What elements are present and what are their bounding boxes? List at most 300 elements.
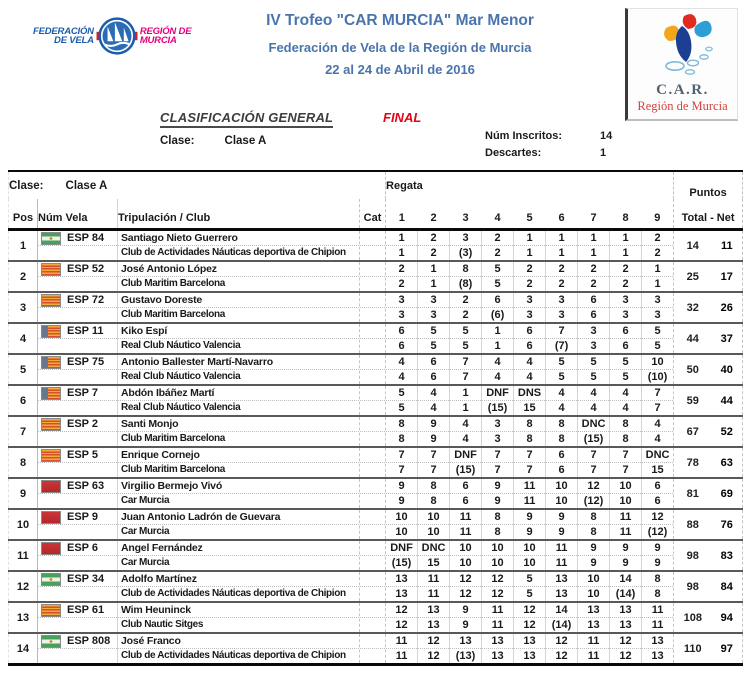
- sailing-emblem-icon: [96, 15, 138, 57]
- cat-cell: [360, 385, 386, 416]
- race-cell: 4 4: [450, 416, 482, 447]
- cat-cell: [360, 230, 386, 262]
- race-cell: 7 7: [514, 447, 546, 478]
- sail-number: ESP 34: [67, 573, 105, 585]
- sail-header: Núm Vela: [38, 199, 118, 230]
- race-cell: 2 2: [578, 261, 610, 292]
- flag-icon: [41, 232, 61, 245]
- fed-logo-line1: FEDERACIÓN: [33, 25, 94, 37]
- race-cell: 11 11: [578, 633, 610, 665]
- crew-name: Wim Heuninck: [118, 603, 359, 618]
- descartes-label: Descartes:: [485, 146, 542, 159]
- race-cell: 13 13: [418, 602, 450, 633]
- race-header: 6: [546, 199, 578, 230]
- race-cell: 12 12: [450, 571, 482, 602]
- sail-cell: [38, 478, 118, 509]
- race-cell: 10 10: [610, 478, 642, 509]
- final-status: FINAL: [383, 110, 422, 125]
- position-cell: 2: [9, 261, 38, 292]
- total-points-cell: 44: [674, 323, 712, 354]
- flag-icon: [41, 542, 61, 555]
- race-cell: 9 9: [546, 509, 578, 540]
- sail-number: ESP 7: [67, 387, 98, 399]
- crew-cell: [118, 230, 360, 262]
- position-cell: 1: [9, 230, 38, 262]
- flag-icon: [41, 325, 61, 338]
- race-cell: 7 (7): [546, 323, 578, 354]
- sail-cell: [38, 540, 118, 571]
- position-cell: 3: [9, 292, 38, 323]
- net-points-cell: 63: [712, 447, 743, 478]
- race-cell: 6 6: [514, 323, 546, 354]
- race-cell: 8 8: [386, 416, 418, 447]
- sail-cell: [38, 323, 118, 354]
- race-header: 3: [450, 199, 482, 230]
- crew-name: Abdón Ibáñez Martí: [118, 386, 359, 401]
- race-cell: 13 13: [386, 571, 418, 602]
- table-row: [9, 478, 743, 509]
- crew-cell: [118, 447, 360, 478]
- net-points-cell: 94: [712, 602, 743, 633]
- flag-icon: [41, 511, 61, 524]
- total-points-cell: 81: [674, 478, 712, 509]
- race-cell: 6 6: [610, 323, 642, 354]
- race-cell: 14 (14): [546, 602, 578, 633]
- total-points-cell: 88: [674, 509, 712, 540]
- race-cell: 12 12: [386, 602, 418, 633]
- race-cell: 11 11: [418, 571, 450, 602]
- race-cell: 2 2: [642, 230, 674, 262]
- crew-club: Club Nautic Sitges: [121, 619, 204, 630]
- regata-header: Regata: [386, 171, 674, 199]
- crew-cell: [118, 354, 360, 385]
- race-cell: 9 9: [610, 540, 642, 571]
- sail-number: ESP 75: [67, 356, 105, 368]
- race-cell: 1 1: [610, 230, 642, 262]
- race-cell: 3 (3): [450, 230, 482, 262]
- race-cell: 1 1: [514, 230, 546, 262]
- race-cell: 7 7: [450, 354, 482, 385]
- race-cell: DNC (15): [578, 416, 610, 447]
- race-cell: 2 2: [610, 261, 642, 292]
- crew-cell: [118, 509, 360, 540]
- results-table: [8, 170, 743, 666]
- total-points-cell: 59: [674, 385, 712, 416]
- flag-icon: [41, 263, 61, 276]
- position-cell: 4: [9, 323, 38, 354]
- race-cell: 8 8: [418, 478, 450, 509]
- flag-icon: [41, 635, 61, 648]
- race-cell: 3 3: [610, 292, 642, 323]
- race-cell: 8 8: [642, 571, 674, 602]
- federacion-vela-logo: [33, 15, 191, 57]
- race-header: 2: [418, 199, 450, 230]
- clase-value: Clase A: [224, 135, 267, 147]
- race-cell: 2 2: [418, 230, 450, 262]
- sail-cell: [38, 509, 118, 540]
- crew-club: Club Maritim Barcelona: [121, 433, 225, 444]
- sail-number: ESP 5: [67, 449, 98, 461]
- sail-cell: [38, 602, 118, 633]
- crew-club: Club de Actividades Náuticas deportiva de Chipion: [121, 650, 346, 661]
- race-cell: 8 8: [514, 416, 546, 447]
- crew-name: José Franco: [118, 634, 359, 649]
- race-cell: DNF (15): [386, 540, 418, 571]
- table-row: [9, 323, 743, 354]
- total-points-cell: 25: [674, 261, 712, 292]
- race-cell: DNC 15: [418, 540, 450, 571]
- race-header: 7: [578, 199, 610, 230]
- position-cell: 12: [9, 571, 38, 602]
- cat-cell: [360, 571, 386, 602]
- sail-number: ESP 808: [67, 635, 111, 647]
- race-cell: 1 1: [386, 230, 418, 262]
- race-cell: 2 2: [386, 261, 418, 292]
- crew-cell: [118, 323, 360, 354]
- race-cell: 12 12: [546, 633, 578, 665]
- net-points-cell: 17: [712, 261, 743, 292]
- race-cell: 6 6: [450, 478, 482, 509]
- race-cell: 3 3: [578, 323, 610, 354]
- net-points-cell: 84: [712, 571, 743, 602]
- crew-cell: [118, 478, 360, 509]
- race-cell: 8 8: [482, 509, 514, 540]
- race-cell: 13 13: [514, 633, 546, 665]
- inscritos-label: Núm Inscritos:: [485, 129, 563, 142]
- race-cell: 6 6: [578, 292, 610, 323]
- cat-cell: [360, 323, 386, 354]
- net-points-cell: 97: [712, 633, 743, 665]
- crew-name: Virgilio Bermejo Vivó: [118, 479, 359, 494]
- table-row: [9, 230, 743, 262]
- race-cell: 7 7: [578, 447, 610, 478]
- race-cell: 10 10: [450, 540, 482, 571]
- sail-number: ESP 6: [67, 542, 98, 554]
- race-cell: 8 8: [546, 416, 578, 447]
- race-cell: 11 11: [546, 540, 578, 571]
- position-cell: 9: [9, 478, 38, 509]
- sail-cell: [38, 447, 118, 478]
- net-points-cell: 11: [712, 230, 743, 262]
- cat-header: Cat: [360, 199, 386, 230]
- race-cell: 9 9: [514, 509, 546, 540]
- race-cell: 9 9: [578, 540, 610, 571]
- descartes-value: 1: [600, 146, 607, 159]
- crew-cell: [118, 602, 360, 633]
- race-cell: 12 12: [514, 602, 546, 633]
- federacion-vela-label: [33, 27, 94, 46]
- cat-cell: [360, 478, 386, 509]
- crew-name: Gustavo Doreste: [118, 293, 359, 308]
- race-cell: 5 5: [514, 571, 546, 602]
- race-cell: 8 (8): [450, 261, 482, 292]
- flag-icon: [41, 480, 61, 493]
- crew-club: Car Murcia: [121, 495, 170, 506]
- race-cell: 8 8: [578, 509, 610, 540]
- puntos-header: Puntos: [674, 171, 743, 199]
- race-cell: 12 12: [610, 633, 642, 665]
- clase-line: [160, 135, 266, 147]
- race-cell: 6 6: [386, 323, 418, 354]
- race-cell: 1 1: [546, 230, 578, 262]
- race-header: 5: [514, 199, 546, 230]
- sail-cell: [38, 571, 118, 602]
- position-cell: 14: [9, 633, 38, 665]
- pos-header: Pos: [9, 199, 38, 230]
- race-cell: 4 4: [546, 385, 578, 416]
- cat-cell: [360, 602, 386, 633]
- crew-club: Club Maritim Barcelona: [121, 464, 225, 475]
- table-row: [9, 416, 743, 447]
- table-row: [9, 447, 743, 478]
- race-header: 4: [482, 199, 514, 230]
- sail-cell: [38, 261, 118, 292]
- net-points-cell: 69: [712, 478, 743, 509]
- race-header: 8: [610, 199, 642, 230]
- crew-name: Santiago Nieto Guerrero: [118, 231, 359, 246]
- flag-icon: [41, 387, 61, 400]
- sail-number: ESP 72: [67, 294, 105, 306]
- race-cell: 1 1: [450, 385, 482, 416]
- race-cell: DNS 15: [514, 385, 546, 416]
- crew-name: Antonio Ballester Martí-Navarro: [118, 355, 359, 370]
- race-cell: 2 2: [482, 230, 514, 262]
- race-cell: 12 12: [482, 571, 514, 602]
- cat-cell: [360, 416, 386, 447]
- inscritos-value: 14: [600, 129, 613, 142]
- flag-icon: [41, 573, 61, 586]
- race-cell: 4 4: [610, 385, 642, 416]
- race-cell: DNC 15: [642, 447, 674, 478]
- race-cell: 3 3: [514, 292, 546, 323]
- race-cell: 13 13: [546, 571, 578, 602]
- crew-club: Real Club Náutico Valencia: [121, 340, 241, 351]
- race-cell: 1 1: [482, 323, 514, 354]
- race-cell: 6 6: [546, 447, 578, 478]
- position-cell: 8: [9, 447, 38, 478]
- table-row: [9, 385, 743, 416]
- table-clase-cell: [9, 171, 386, 199]
- position-cell: 13: [9, 602, 38, 633]
- race-cell: 10 (10): [642, 354, 674, 385]
- sail-number: ESP 61: [67, 604, 105, 616]
- race-cell: 3 3: [386, 292, 418, 323]
- race-cell: 5 5: [418, 323, 450, 354]
- crew-club: Club de Actividades Náuticas deportiva de Chipion: [121, 247, 346, 258]
- race-cell: 3 3: [418, 292, 450, 323]
- race-cell: 5 5: [610, 354, 642, 385]
- position-cell: 10: [9, 509, 38, 540]
- race-cell: 4 4: [418, 385, 450, 416]
- table-row: [9, 292, 743, 323]
- race-cell: 10 10: [482, 540, 514, 571]
- race-cell: 7 7: [386, 447, 418, 478]
- race-cell: 4 4: [514, 354, 546, 385]
- race-cell: 13 (13): [450, 633, 482, 665]
- total-points-cell: 14: [674, 230, 712, 262]
- table-row: [9, 633, 743, 665]
- net-points-cell: 76: [712, 509, 743, 540]
- cat-cell: [360, 354, 386, 385]
- table-row: [9, 261, 743, 292]
- net-points-cell: 37: [712, 323, 743, 354]
- race-cell: 7 7: [482, 447, 514, 478]
- race-cell: 9 9: [386, 478, 418, 509]
- crew-name: Adolfo Martínez: [118, 572, 359, 587]
- race-cell: 11 11: [642, 602, 674, 633]
- crew-cell: [118, 261, 360, 292]
- crew-name: Juan Antonio Ladrón de Guevara: [118, 510, 359, 525]
- cat-cell: [360, 261, 386, 292]
- race-cell: 13 13: [642, 633, 674, 665]
- sail-cell: [38, 230, 118, 262]
- car-murcia-logo: [625, 8, 738, 121]
- total-net-header: Total - Net: [674, 199, 743, 230]
- race-cell: 2 2: [450, 292, 482, 323]
- table-row: [9, 509, 743, 540]
- total-points-cell: 50: [674, 354, 712, 385]
- race-cell: 9 9: [642, 540, 674, 571]
- race-cell: 11 11: [450, 509, 482, 540]
- sail-cell: [38, 416, 118, 447]
- race-cell: 4 4: [386, 354, 418, 385]
- race-cell: 5 5: [450, 323, 482, 354]
- clase-label: Clase:: [160, 135, 195, 147]
- crew-cell: [118, 571, 360, 602]
- race-cell: DNF (15): [450, 447, 482, 478]
- car-acronym: C.A.R.: [656, 82, 709, 98]
- sail-cell: [38, 292, 118, 323]
- table-columns-row: [9, 199, 743, 230]
- total-points-cell: 110: [674, 633, 712, 665]
- crew-club: Club Maritim Barcelona: [121, 309, 225, 320]
- race-cell: 10 10: [386, 509, 418, 540]
- fed-logo-line3: REGIÓN DE: [139, 25, 192, 37]
- cat-cell: [360, 447, 386, 478]
- sail-number: ESP 11: [67, 325, 104, 337]
- cat-cell: [360, 292, 386, 323]
- cat-cell: [360, 509, 386, 540]
- sail-number: ESP 63: [67, 480, 105, 492]
- crew-name: Kiko Espí: [118, 324, 359, 339]
- race-cell: 5 5: [386, 385, 418, 416]
- sail-cell: [38, 354, 118, 385]
- race-cell: 5 5: [578, 354, 610, 385]
- race-cell: 13 13: [482, 633, 514, 665]
- sail-cell: [38, 633, 118, 665]
- table-clase-value: Clase A: [65, 179, 108, 192]
- crew-header: Tripulación / Club: [118, 199, 360, 230]
- crew-name: Santi Monjo: [118, 417, 359, 432]
- crew-name: Angel Fernández: [118, 541, 359, 556]
- race-cell: 7 7: [418, 447, 450, 478]
- car-logo-icon: [638, 12, 728, 80]
- race-cell: 12 12: [418, 633, 450, 665]
- race-cell: 5 5: [546, 354, 578, 385]
- total-points-cell: 98: [674, 571, 712, 602]
- race-header: 9: [642, 199, 674, 230]
- crew-club: Real Club Náutico Valencia: [121, 371, 241, 382]
- total-points-cell: 98: [674, 540, 712, 571]
- car-region-name: Región de Murcia: [637, 99, 728, 113]
- flag-icon: [41, 604, 61, 617]
- crew-club: Club Maritim Barcelona: [121, 278, 225, 289]
- race-cell: 7 7: [610, 447, 642, 478]
- race-cell: 9 9: [418, 416, 450, 447]
- crew-club: Car Murcia: [121, 557, 170, 568]
- sail-number: ESP 84: [67, 232, 105, 244]
- race-cell: 11 11: [514, 478, 546, 509]
- table-label-row: [9, 171, 743, 199]
- race-cell: 6 6: [418, 354, 450, 385]
- crew-name: José Antonio López: [118, 262, 359, 277]
- flag-icon: [41, 449, 61, 462]
- crew-club: Real Club Náutico Valencia: [121, 402, 241, 413]
- event-organizer: Federación de Vela de la Región de Murcia: [268, 40, 532, 55]
- race-cell: 12 (12): [578, 478, 610, 509]
- race-cell: 4 4: [578, 385, 610, 416]
- cat-cell: [360, 540, 386, 571]
- race-header: 1: [386, 199, 418, 230]
- sail-cell: [38, 385, 118, 416]
- position-cell: 6: [9, 385, 38, 416]
- net-points-cell: 52: [712, 416, 743, 447]
- crew-cell: [118, 416, 360, 447]
- table-row: [9, 540, 743, 571]
- race-cell: 10 10: [546, 478, 578, 509]
- race-cell: DNF (15): [482, 385, 514, 416]
- race-cell: 11 11: [386, 633, 418, 665]
- race-cell: 1 1: [642, 261, 674, 292]
- race-cell: 11 11: [482, 602, 514, 633]
- flag-icon: [41, 294, 61, 307]
- crew-cell: [118, 633, 360, 665]
- cat-cell: [360, 633, 386, 665]
- net-points-cell: 83: [712, 540, 743, 571]
- table-clase-label: Clase:: [9, 179, 44, 192]
- race-cell: 10 10: [514, 540, 546, 571]
- results-body: [9, 230, 743, 665]
- crew-club: Car Murcia: [121, 526, 170, 537]
- table-row: [9, 354, 743, 385]
- race-cell: 3 3: [642, 292, 674, 323]
- race-cell: 13 13: [578, 602, 610, 633]
- flag-icon: [41, 356, 61, 369]
- race-cell: 6 (6): [482, 292, 514, 323]
- race-cell: 10 10: [418, 509, 450, 540]
- total-points-cell: 78: [674, 447, 712, 478]
- fed-logo-line2: DE VELA: [54, 35, 94, 46]
- table-row: [9, 571, 743, 602]
- fed-logo-line4: MURCIA: [139, 35, 177, 46]
- race-cell: 9 9: [482, 478, 514, 509]
- event-title: IV Trofeo "CAR MURCIA" Mar Menor: [266, 12, 534, 29]
- net-points-cell: 40: [712, 354, 743, 385]
- race-cell: 1 1: [578, 230, 610, 262]
- race-cell: 10 10: [578, 571, 610, 602]
- crew-cell: [118, 540, 360, 571]
- race-cell: 11 11: [610, 509, 642, 540]
- section-heading: CLASIFICACIÓN GENERAL: [160, 110, 333, 128]
- stats-block: [485, 127, 612, 161]
- race-cell: 6 6: [642, 478, 674, 509]
- crew-cell: [118, 385, 360, 416]
- crew-name: Enrique Cornejo: [118, 448, 359, 463]
- race-cell: 14 (14): [610, 571, 642, 602]
- race-cell: 7 7: [642, 385, 674, 416]
- race-cell: 12 (12): [642, 509, 674, 540]
- position-cell: 11: [9, 540, 38, 571]
